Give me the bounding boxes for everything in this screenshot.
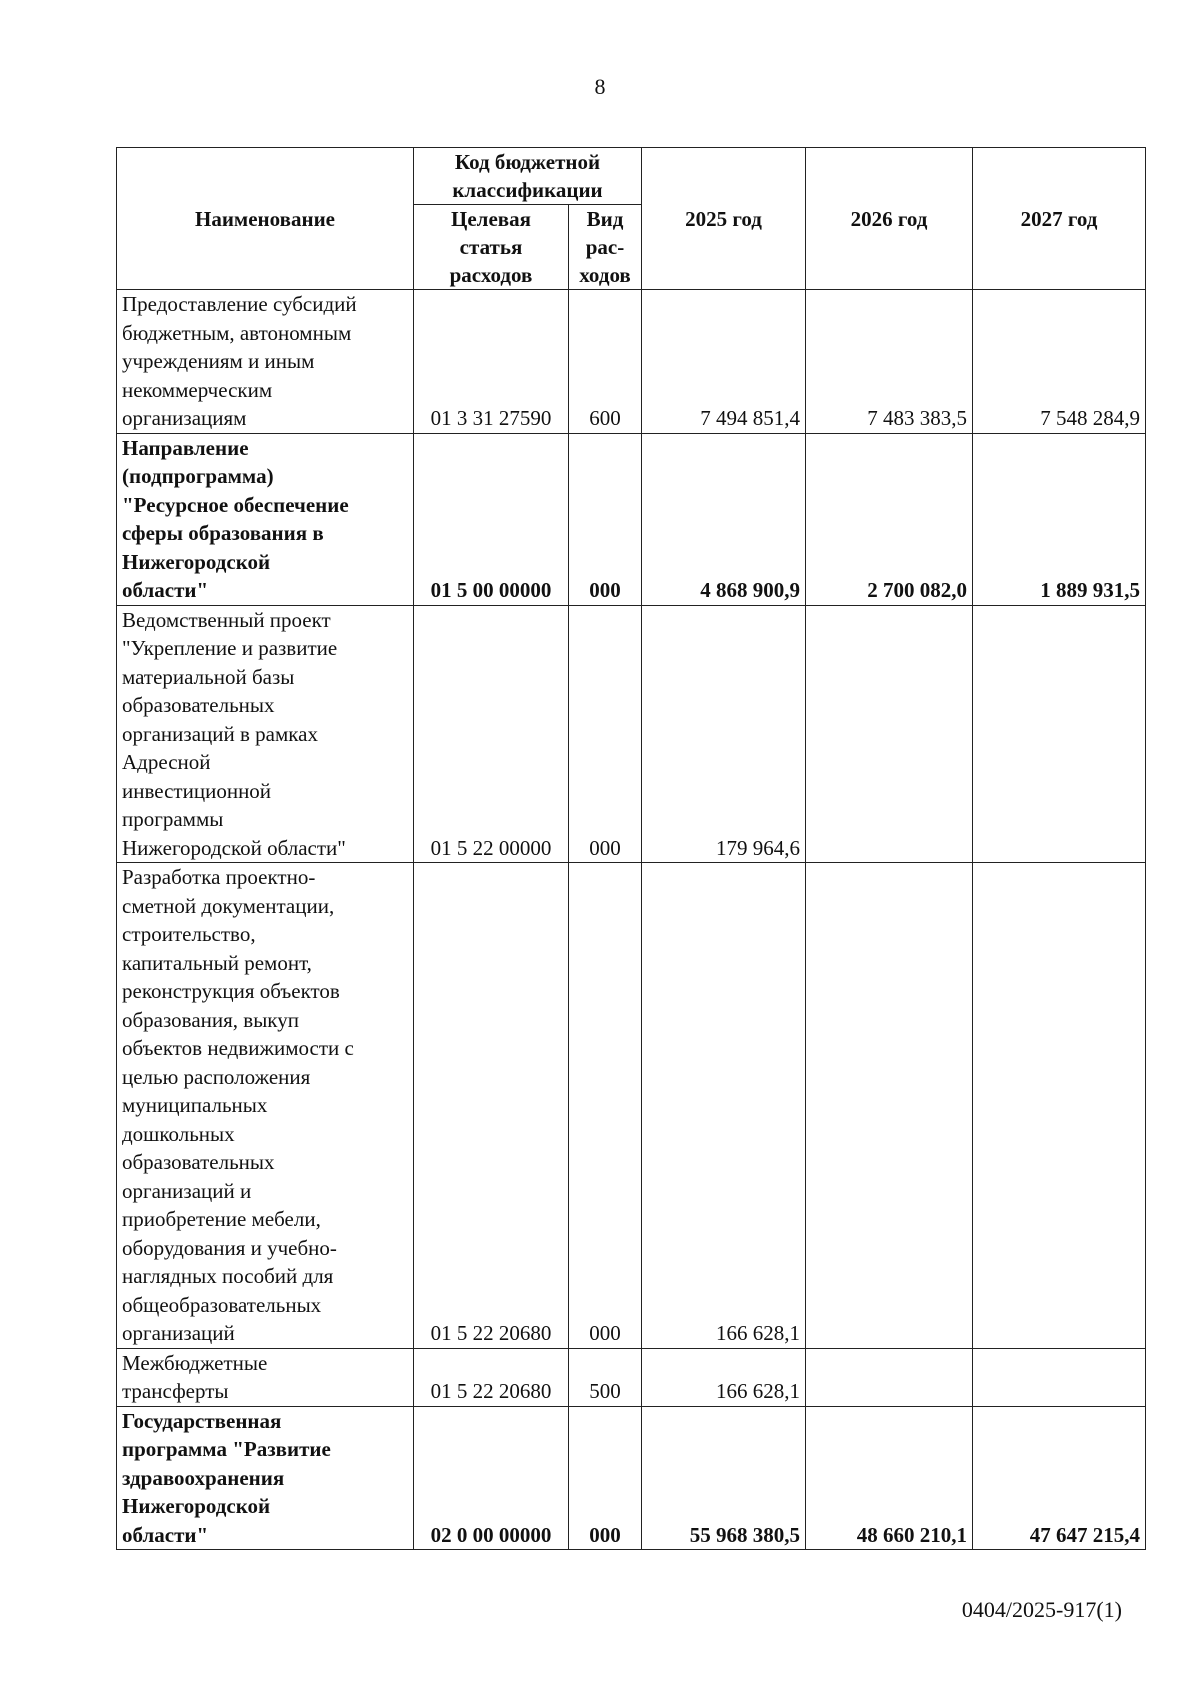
row-value-2025: 55 968 380,5 (642, 1406, 806, 1550)
row-value-2026: 2 700 082,0 (806, 433, 973, 605)
header-2025: 2025 год (642, 148, 806, 290)
row-name: Ведомственный проект "Укрепление и развитие материальной базы образовательных организаций в рамках Адресной инвестиционной программы Нижегородской области" (117, 605, 414, 863)
row-value-2027 (973, 605, 1146, 863)
table-row (117, 863, 1146, 1349)
row-value-2026 (806, 1348, 973, 1406)
row-target-article: 01 5 22 20680 (414, 1348, 569, 1406)
row-value-2027 (973, 863, 1146, 1349)
row-value-2025: 166 628,1 (642, 863, 806, 1349)
table-row (117, 605, 1146, 863)
row-value-2026 (806, 605, 973, 863)
row-name: Межбюджетные трансферты (117, 1348, 414, 1406)
row-expense-type: 000 (569, 605, 642, 863)
row-expense-type: 000 (569, 863, 642, 1349)
header-name: Наименование (117, 148, 414, 290)
row-name: Разработка проектно- сметной документации, строительство, капитальный ремонт, реконструкция объектов образования, выкуп объектов недвижимости с целью расположения муниципальных дошкольных образовательных организаций и приобретение мебели, оборудования и учебно- наглядных пособий для общеобразовательных организаций (117, 863, 414, 1349)
row-value-2027 (973, 1348, 1146, 1406)
row-value-2026: 48 660 210,1 (806, 1406, 973, 1550)
row-value-2026: 7 483 383,5 (806, 290, 973, 434)
header-2027: 2027 год (973, 148, 1146, 290)
row-target-article: 01 5 22 00000 (414, 605, 569, 863)
document-number: 0404/2025-917(1) (961, 1597, 1122, 1622)
row-target-article: 01 5 00 00000 (414, 433, 569, 605)
row-name: Направление (подпрограмма) "Ресурсное обеспечение сферы образования в Нижегородской области" (117, 433, 414, 605)
row-expense-type: 500 (569, 1348, 642, 1406)
row-expense-type: 600 (569, 290, 642, 434)
table-row (117, 433, 1146, 605)
row-target-article: 01 5 22 20680 (414, 863, 569, 1349)
row-value-2026 (806, 863, 973, 1349)
table-row (117, 1406, 1146, 1550)
table-row (117, 1348, 1146, 1406)
header-2026: 2026 год (806, 148, 973, 290)
row-value-2027: 47 647 215,4 (973, 1406, 1146, 1550)
header-target-article: Целевая статья расходов (414, 205, 569, 290)
row-name: Государственная программа "Развитие здравоохранения Нижегородской области" (117, 1406, 414, 1550)
header-row (117, 148, 1146, 205)
row-value-2027: 1 889 931,5 (973, 433, 1146, 605)
row-value-2025: 166 628,1 (642, 1348, 806, 1406)
row-value-2025: 4 868 900,9 (642, 433, 806, 605)
page-number: 8 (594, 74, 606, 99)
row-target-article: 01 3 31 27590 (414, 290, 569, 434)
row-expense-type: 000 (569, 433, 642, 605)
row-value-2025: 179 964,6 (642, 605, 806, 863)
table-row (117, 290, 1146, 434)
row-value-2027: 7 548 284,9 (973, 290, 1146, 434)
header-code-group: Код бюджетной классификации (414, 148, 642, 205)
budget-table (116, 147, 1146, 1550)
row-expense-type: 000 (569, 1406, 642, 1550)
row-target-article: 02 0 00 00000 (414, 1406, 569, 1550)
row-name: Предоставление субсидий бюджетным, автономным учреждениям и иным некоммерческим организациям (117, 290, 414, 434)
header-expense-type: Вид рас-ходов (569, 205, 642, 290)
row-value-2025: 7 494 851,4 (642, 290, 806, 434)
